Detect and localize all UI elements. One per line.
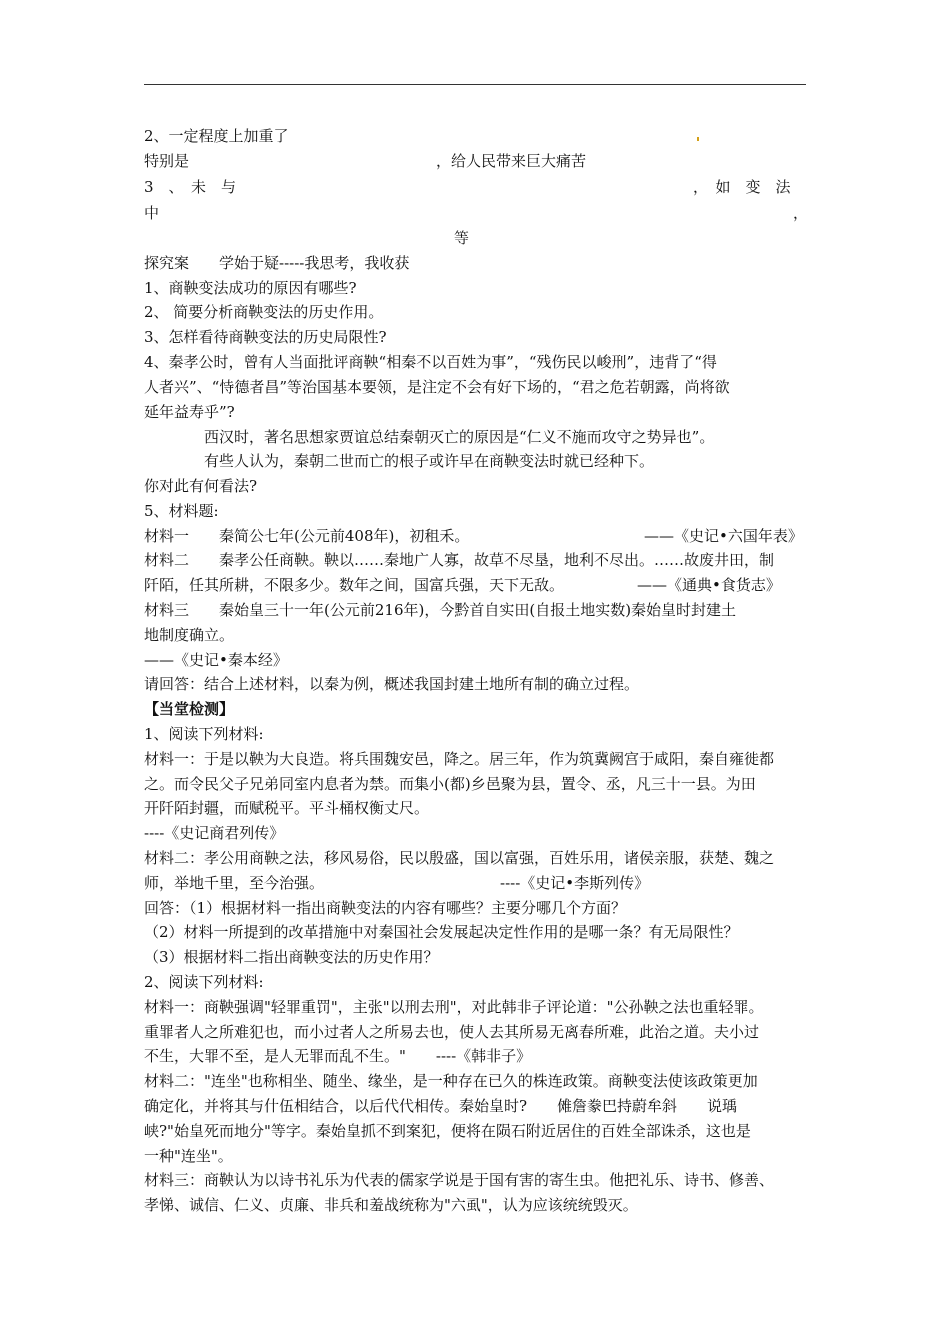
material-1-source: ——《史记•六国年表》 — [644, 527, 803, 545]
test-b-material-2-line-1: 材料二："连坐"也称相坐、随坐、缘坐，是一种存在已久的株连政策。商鞅变法使该政策更加 — [144, 1072, 758, 1090]
question-4-line-4: 西汉时，著名思想家贾谊总结秦朝灭亡的原因是“仁义不施而攻守之势异也”。 — [204, 428, 715, 446]
blank-line-3a: 3 、 未 与 — [144, 178, 237, 196]
question-1: 1、商鞅变法成功的原因有哪些? — [144, 279, 357, 297]
material-3-line-2: 地制度确立。 — [144, 626, 235, 644]
material-2-line-2: 阡陌，任其所耕，不限多少。数年之间，国富兵强，天下无敌。 — [144, 576, 565, 594]
test-question-1: 回答：（1）根据材料一指出商鞅变法的内容有哪些？主要分哪几个方面？ — [144, 899, 627, 917]
test-b-material-1-line-2: 重罪者人之所难犯也，而小过者人之所易去也，使人去其所易无离春所难，此治之道。夫小过 — [144, 1023, 760, 1041]
material-2-line-1: 材料二 秦孝公任商鞅。鞅以……秦地广人寡，故草不尽垦，地利不尽出。……故废井田，制 — [144, 551, 775, 569]
blank-line-2a: 特别是 — [144, 152, 190, 170]
test-b-material-3-line-1: 材料三：商鞅认为以诗书礼乐为代表的儒家学说是于国有害的寄生虫。他把礼乐、诗书、修善、 — [144, 1171, 775, 1189]
test-material-2-source: ----《史记•李斯列传》 — [500, 874, 650, 892]
question-4-line-6: 你对此有何看法? — [144, 477, 258, 495]
material-3-source: ——《史记•秦本经》 — [144, 651, 288, 669]
question-4-line-5: 有些人认为，秦朝二世而亡的根子或许早在商鞅变法时就已经种下。 — [204, 452, 655, 470]
question-2: 2、 简要分析商鞅变法的历史作用。 — [144, 303, 384, 321]
test-material-1-line-3: 开阡陌封疆，而赋税平。平斗桶权衡丈尺。 — [144, 799, 430, 817]
test-b-material-2-line-4: 一种"连坐"。 — [144, 1147, 233, 1165]
blank-line-1: 2、一定程度上加重了 — [144, 127, 289, 145]
material-3-line-1: 材料三 秦始皇三十一年(公元前216年)，今黔首自实田(自报土地实数)秦始皇时封建土 — [144, 601, 737, 619]
test-material-1-source: ----《史记商君列传》 — [144, 824, 285, 842]
test-b-material-1-line-3: 不生，大罪不至，是人无罪而乱不生。" ----《韩非子》 — [144, 1047, 532, 1065]
test-b-material-2-line-2: 确定化，并将其与什伍相结合，以后代代相传。秦始皇时? 傩詹豢巴持蔚牟斜 说瑀 — [144, 1097, 738, 1115]
material-2-source: ——《通典•食货志》 — [637, 576, 781, 594]
blank-line-2b: ，给人民带来巨大痛苦 — [436, 152, 587, 170]
question-5: 5、材料题: — [144, 502, 219, 520]
test-heading: 【当堂检测】 — [144, 700, 235, 718]
question-4-line-1: 4、秦孝公时，曾有人当面批评商鞅“相秦不以百姓为事”，“残伤民以峻刑”，违背了“得 — [144, 353, 717, 371]
material-1: 材料一 秦简公七年(公元前408年)，初租禾。 — [144, 527, 470, 545]
test-b-material-2-line-3: 峡?"始皇死而地分"等字。秦始皇抓不到案犯，便将在陨石附近居住的百姓全部诛杀，这也是 — [144, 1122, 751, 1140]
test-part-1: 1、阅读下列材料: — [144, 725, 264, 743]
header-rule — [144, 84, 806, 85]
test-material-1-line-2: 之。而令民父子兄弟同室内息者为禁。而集小(都)乡邑聚为县，置令、丞，凡三十一县。为田 — [144, 775, 756, 793]
blank-line-4b: ， — [793, 204, 809, 222]
stray-mark — [697, 137, 699, 141]
question-3: 3、怎样看待商鞅变法的历史局限性? — [144, 328, 387, 346]
test-material-2-line-2: 师，举地千里，至今治强。 — [144, 874, 325, 892]
question-4-line-3: 延年益寿乎”? — [144, 403, 235, 421]
test-question-3: （3）根据材料二指出商鞅变法的历史作用？ — [144, 948, 439, 966]
answer-prompt: 请回答：结合上述材料，以秦为例，概述我国封建土地所有制的确立过程。 — [144, 675, 640, 693]
question-4-line-2: 人者兴”、“恃德者昌”等治国基本要领，是注定不会有好下场的，“君之危若朝露，尚将欲 — [144, 378, 730, 396]
test-part-2: 2、阅读下列材料: — [144, 973, 264, 991]
test-material-1-line-1: 材料一：于是以鞅为大良造。将兵围魏安邑，降之。居三年，作为筑冀阙宫于咸阳，秦自雍徙都 — [144, 750, 775, 768]
test-question-2: （2）材料一所提到的改革措施中对秦国社会发展起决定性作用的是哪一条？有无局限性？ — [144, 923, 739, 941]
blank-line-4a: 中 — [144, 204, 160, 222]
explore-heading: 探究案 学始于疑-----我思考，我收获 — [144, 254, 410, 272]
test-material-2-line-1: 材料二：孝公用商鞅之法，移风易俗，民以殷盛，国以富强，百姓乐用，诸侯亲服，获楚、魏之 — [144, 849, 775, 867]
blank-line-3b: ， 如 变 法 — [693, 178, 791, 196]
blank-line-5: 等 — [454, 229, 470, 247]
test-b-material-1-line-1: 材料一：商鞅强调"轻罪重罚"，主张"以刑去刑"，对此韩非子评论道："公孙鞅之法也重轻罪。 — [144, 998, 764, 1016]
test-b-material-3-line-2: 孝悌、诚信、仁义、贞廉、非兵和羞战统称为"六虱"，认为应该统统毁灭。 — [144, 1196, 638, 1214]
